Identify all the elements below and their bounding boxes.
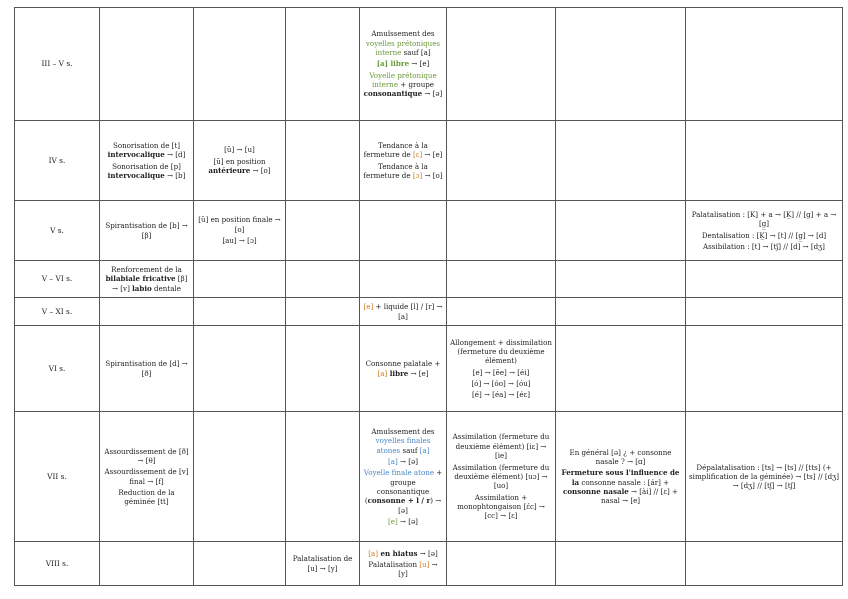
text-run: Assimilation + monophtongaison [ɛ́c] → [cc] → [ɛ]	[457, 492, 545, 521]
text-run: + groupe consonantique (	[364, 468, 443, 506]
table-cell	[556, 121, 686, 201]
table-cell	[447, 8, 556, 121]
cell-paragraph	[363, 549, 443, 558]
table-cell	[286, 298, 360, 326]
text-run: Assourdissement de [v] final → [f]	[104, 467, 189, 486]
text-run: Consonne palatale +	[365, 359, 441, 369]
period-cell: V – VI s.	[15, 261, 100, 298]
cell-paragraph	[363, 162, 443, 181]
cell-paragraph	[363, 141, 443, 160]
cell-paragraph	[197, 236, 282, 245]
table-cell	[286, 412, 360, 542]
table-cell	[447, 412, 556, 542]
text-run: ) → [ə]	[398, 496, 442, 515]
cell-paragraph	[363, 457, 443, 466]
cell-paragraph	[103, 162, 190, 181]
text-run: Spirantisation de [d] → [ð]	[105, 359, 188, 378]
text-run: voyelles finales atones	[375, 436, 431, 455]
cell-paragraph	[559, 448, 682, 467]
text-run: [e]	[363, 302, 374, 312]
table-cell	[686, 542, 843, 586]
cell-paragraph	[197, 157, 282, 176]
text-run: Tendance à la fermeture de	[363, 161, 428, 180]
table-cell	[194, 298, 286, 326]
table-row	[15, 261, 843, 298]
table-row	[15, 298, 843, 326]
text-run: Amuïssement des	[371, 29, 435, 39]
cell-paragraph	[450, 390, 552, 399]
period-cell: VI s.	[15, 326, 100, 412]
cell-paragraph	[103, 265, 190, 293]
text-run: [ɛ]	[413, 150, 423, 160]
table-cell	[194, 326, 286, 412]
cell-paragraph	[289, 554, 356, 573]
table-cell	[100, 8, 194, 121]
text-run: → [b]	[164, 170, 186, 180]
cell-paragraph	[689, 231, 839, 240]
table-cell	[556, 201, 686, 261]
table-cell	[360, 412, 447, 542]
table-cell	[100, 326, 194, 412]
text-run: libre	[387, 368, 409, 378]
table-cell	[447, 121, 556, 201]
text-run: [e]	[388, 517, 398, 527]
cell-paragraph	[363, 302, 443, 321]
table-cell	[360, 8, 447, 121]
text-run: [au] → [ɔ]	[222, 236, 257, 246]
text-run: voyelles prétoniques interne	[365, 38, 441, 57]
text-run: Dentalisation : [K̲] → [t] // [g̲] → [d]	[701, 230, 827, 240]
text-run: [é] → [éa] → [éɛ]	[471, 390, 530, 400]
text-run: Tendance à la fermeture de	[363, 140, 428, 160]
table-cell	[556, 326, 686, 412]
cell-paragraph	[103, 467, 190, 486]
text-run: Voyelle prétonique interne	[369, 70, 437, 90]
text-run: Amuïssement des	[371, 426, 435, 436]
text-run: → [e]	[409, 59, 430, 69]
text-run: Sonorisation de [t]	[112, 140, 181, 150]
table-cell	[360, 326, 447, 412]
period-cell: VIII s.	[15, 542, 100, 586]
text-run: Renforcement de la	[111, 265, 182, 274]
cell-paragraph	[363, 29, 443, 57]
text-run: [ŭ] en position finale → [o]	[198, 215, 281, 234]
table-cell	[100, 298, 194, 326]
text-run: en hiatus	[378, 548, 418, 558]
text-run: [ŭ] en position	[213, 156, 266, 166]
text-run: Assimilation (fermeture du deuxième élément) [uɔ] → [uo]	[452, 462, 550, 491]
text-run: → [d]	[164, 150, 186, 160]
text-run: labio	[132, 283, 152, 293]
text-run: [a]	[368, 548, 379, 558]
table-cell	[686, 412, 843, 542]
cell-paragraph	[689, 242, 839, 251]
text-run: sauf [a]	[401, 47, 431, 57]
text-run: → [ài] // [ɛ] + nasal → [e]	[600, 486, 678, 506]
table-cell	[100, 201, 194, 261]
table-cell	[100, 542, 194, 586]
cell-paragraph	[197, 145, 282, 154]
cell-paragraph	[363, 427, 443, 455]
table-cell	[686, 326, 843, 412]
period-cell: III – V s.	[15, 8, 100, 121]
cell-paragraph	[559, 468, 682, 505]
cell-paragraph	[689, 210, 839, 229]
table-cell	[447, 326, 556, 412]
text-run: [ŭ] → [u]	[224, 145, 255, 155]
text-run: → [o]	[422, 170, 443, 180]
text-run: [ɔ]	[412, 170, 423, 180]
text-run: Reduction de la géminée [tt]	[118, 487, 175, 507]
cell-paragraph	[363, 468, 443, 515]
table-cell	[686, 298, 843, 326]
cell-paragraph	[450, 432, 552, 460]
table-cell	[360, 261, 447, 298]
period-cell: IV s.	[15, 121, 100, 201]
text-run: dentale	[151, 283, 181, 293]
table-cell	[360, 201, 447, 261]
cell-paragraph	[363, 59, 443, 68]
text-run: → [e]	[422, 150, 443, 160]
text-run: → [ə]	[397, 456, 418, 466]
text-run: Palatalisation	[368, 559, 420, 569]
table-cell	[194, 261, 286, 298]
text-run: [a] libre	[376, 59, 410, 69]
table-row	[15, 121, 843, 201]
text-run: + groupe	[398, 80, 434, 90]
text-run: Palatalisation de [u] → [y]	[292, 554, 353, 573]
text-run: En général [ə] ¿ + consonne nasale ? → [ɑ]	[569, 447, 672, 466]
text-run: Voyelle finale atone	[363, 468, 435, 478]
table-cell	[100, 121, 194, 201]
cell-paragraph	[363, 560, 443, 579]
text-run: intervocalique	[107, 170, 165, 180]
text-run: → [ə]	[397, 517, 418, 527]
text-run: → [ə]	[417, 548, 438, 558]
text-run: Spirantisation de [b] → [β]	[105, 221, 188, 240]
table-row	[15, 201, 843, 261]
text-run: antérieure	[208, 166, 251, 176]
table-cell	[447, 298, 556, 326]
table-cell	[286, 121, 360, 201]
table-cell	[360, 121, 447, 201]
text-run: Assimilation (fermeture du deuxième élément) [iɛ] → [ie]	[452, 432, 550, 461]
text-run: Assibilation : [t] → [tʃ] // [d] → [dʒ]	[703, 241, 825, 251]
text-run: [ó] → [óo] → [óu]	[471, 378, 531, 388]
table-cell	[447, 261, 556, 298]
period-cell: V s.	[15, 201, 100, 261]
table-cell	[194, 412, 286, 542]
text-run: intervocalique	[107, 150, 165, 160]
table-row	[15, 326, 843, 412]
cell-paragraph	[103, 359, 190, 378]
table-cell	[686, 261, 843, 298]
table-cell	[556, 542, 686, 586]
table-cell	[556, 298, 686, 326]
cell-paragraph	[197, 215, 282, 234]
table-cell	[686, 121, 843, 201]
cell-paragraph	[103, 447, 190, 466]
text-run: → [y]	[398, 559, 438, 579]
text-run: Allongement + dissimilation (fermeture du deuxième élément)	[450, 337, 552, 366]
text-run: [a]	[388, 456, 398, 466]
text-run: Sonorisation de [p]	[112, 161, 181, 171]
table-cell	[194, 8, 286, 121]
table-cell	[100, 261, 194, 298]
table-cell	[686, 201, 843, 261]
cell-paragraph	[363, 517, 443, 526]
table-cell	[286, 261, 360, 298]
cell-paragraph	[103, 221, 190, 240]
table-cell	[194, 201, 286, 261]
table-cell	[194, 542, 286, 586]
text-run: Dépalatalisation : [ts] → [ts] // [tts] (+ simplification de la géminée) → [ts] // [dʒ] → [dʒ] // [tʃ] → [tʃ]	[689, 462, 839, 491]
text-run: → [e]	[408, 368, 429, 378]
table-cell	[100, 412, 194, 542]
table-cell	[447, 201, 556, 261]
text-run: [a]	[419, 445, 430, 455]
table-cell	[556, 8, 686, 121]
table-cell	[686, 8, 843, 121]
table-cell	[556, 261, 686, 298]
text-run: [a]	[377, 368, 388, 378]
period-cell: V – XI s.	[15, 298, 100, 326]
table-row	[15, 412, 843, 542]
text-run: bilabiale fricative	[105, 274, 176, 284]
phonetic-evolution-table	[14, 7, 843, 586]
table-cell	[360, 298, 447, 326]
table-cell	[286, 201, 360, 261]
text-run: [β] → [v]	[112, 274, 188, 293]
cell-paragraph	[103, 141, 190, 160]
text-run: sauf	[400, 445, 420, 455]
cell-paragraph	[450, 379, 552, 388]
table-cell	[556, 412, 686, 542]
cell-paragraph	[450, 368, 552, 377]
text-run: consonantique	[363, 89, 423, 99]
text-run: consonne nasale	[563, 486, 629, 496]
table-cell	[286, 326, 360, 412]
table-row	[15, 8, 843, 121]
text-run: consonne nasale : [ár] +	[579, 477, 670, 487]
text-run: [u]	[419, 559, 430, 569]
text-run: consonne + l / r	[367, 496, 431, 506]
text-run: Assourdissement de [ð] → [θ]	[104, 446, 189, 465]
text-run: [e] → [ēe] → [éi]	[472, 367, 530, 377]
table-cell	[194, 121, 286, 201]
text-run: Fermeture sous l'influence de la	[561, 468, 680, 487]
table-cell	[360, 542, 447, 586]
table-row	[15, 542, 843, 586]
cell-paragraph	[689, 463, 839, 491]
table-cell	[447, 542, 556, 586]
table-cell	[286, 8, 360, 121]
period-cell: VII s.	[15, 412, 100, 542]
cell-paragraph	[450, 463, 552, 491]
cell-paragraph	[363, 359, 443, 378]
text-run: + liquide [l] / [r] → [a]	[373, 302, 443, 321]
text-run: → [ə]	[422, 89, 443, 99]
text-run: Palatalisation : [K] + a → [K̲] // [g] + a → [g̲]	[691, 209, 837, 229]
cell-paragraph	[450, 493, 552, 521]
text-run: → [o]	[250, 166, 271, 176]
cell-paragraph	[103, 488, 190, 507]
table-cell	[286, 542, 360, 586]
cell-paragraph	[450, 338, 552, 366]
cell-paragraph	[363, 71, 443, 99]
